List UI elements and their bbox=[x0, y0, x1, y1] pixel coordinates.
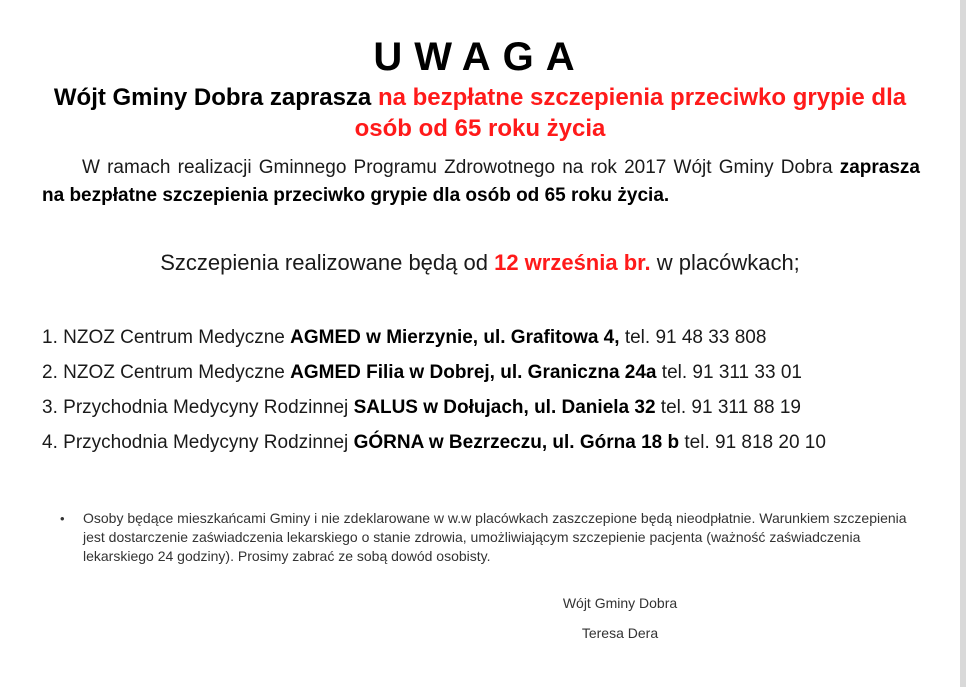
signature-role: Wójt Gminy Dobra bbox=[562, 595, 678, 611]
place-name-address: AGMED w Mierzynie, ul. Grafitowa 4, bbox=[290, 327, 620, 348]
place-item bbox=[42, 396, 942, 431]
place-phone: tel. 91 48 33 808 bbox=[619, 327, 767, 348]
place-item bbox=[42, 431, 942, 466]
place-item bbox=[42, 361, 942, 396]
place-name-address: GÓRNA w Bezrzeczu, ul. Górna 18 b bbox=[353, 432, 680, 453]
place-name-address: AGMED Filia w Dobrej, ul. Graniczna 24a bbox=[290, 362, 657, 383]
schedule-before: Szczepienia realizowane będą od bbox=[160, 250, 495, 275]
intro-paragraph bbox=[42, 154, 920, 210]
place-phone: tel. 91 311 33 01 bbox=[656, 362, 802, 383]
place-name-address: SALUS w Dołujach, ul. Daniela 32 bbox=[353, 397, 656, 418]
signature-name: Teresa Dera bbox=[581, 625, 659, 641]
schedule-line bbox=[0, 248, 960, 278]
headline-black-text: Wójt Gminy Dobra zaprasza bbox=[53, 84, 378, 111]
place-phone: tel. 91 311 88 19 bbox=[655, 397, 801, 418]
places-list bbox=[42, 326, 942, 466]
headline bbox=[40, 82, 920, 144]
page-title: UWAGA bbox=[373, 35, 587, 79]
intro-bold-text: zaprasza na bezpłatne szczepienia przeciwko grypie dla osób od 65 roku życia. bbox=[42, 157, 920, 206]
place-phone: tel. 91 818 20 10 bbox=[679, 432, 826, 453]
headline-red-text: na bezpłatne szczepienia przeciwko grypie dla osób od 65 roku życia bbox=[354, 84, 907, 142]
schedule-after: w placówkach; bbox=[650, 250, 800, 275]
place-item bbox=[42, 326, 942, 361]
intro-plain-text: W ramach realizacji Gminnego Programu Zdrowotnego na rok 2017 Wójt Gminy Dobra bbox=[82, 157, 840, 178]
schedule-date: 12 września br. bbox=[494, 250, 651, 275]
place-number: 4. bbox=[42, 432, 58, 453]
place-prefix: Przychodnia Medycyny Rodzinnej bbox=[63, 397, 354, 418]
place-number: 3. bbox=[42, 397, 58, 418]
bullet-icon: • bbox=[60, 511, 65, 526]
place-number: 2. bbox=[42, 362, 58, 383]
place-prefix: NZOZ Centrum Medyczne bbox=[63, 327, 291, 348]
place-prefix: NZOZ Centrum Medyczne bbox=[63, 362, 291, 383]
note-text: Osoby będące mieszkańcami Gminy i nie zdeklarowane w w.w placówkach zaszczepione będą nieodpłatnie. Warunkiem szczepienia jest dostarczenie zaświadczenia lekarskiego o stanie zdrowia, umożliwiającym szczepienie pacjenta (ważność zaświadczenia lekarskiego 24 godziny). Prosimy zabrać ze sobą dowód osobisty. bbox=[83, 510, 907, 564]
note-block bbox=[60, 509, 920, 566]
place-number: 1. bbox=[42, 327, 58, 348]
page-edge bbox=[960, 0, 966, 687]
place-prefix: Przychodnia Medycyny Rodzinnej bbox=[63, 432, 354, 453]
